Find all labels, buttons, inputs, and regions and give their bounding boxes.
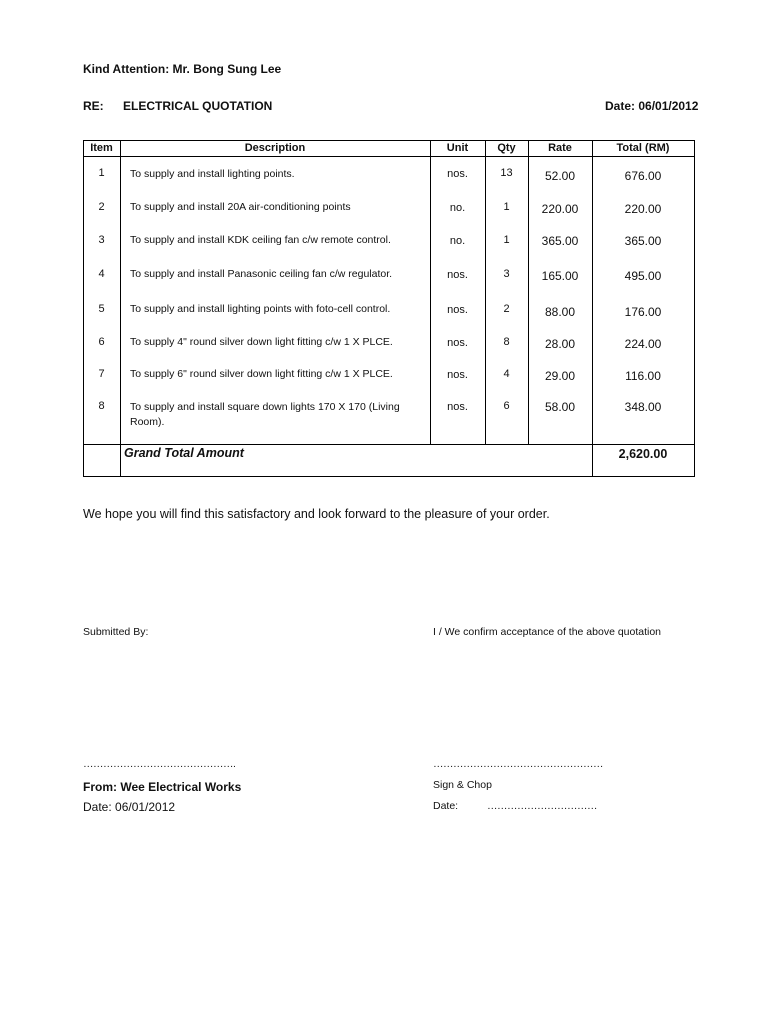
row-rate: 29.00 (544, 369, 576, 383)
closing-text: We hope you will find this satisfactory and look forward to the pleasure of your order. (83, 507, 550, 521)
table-top-border (83, 140, 695, 141)
from-company: From: Wee Electrical Works (83, 780, 242, 794)
row-rate: 220.00 (541, 202, 579, 216)
col-header-rate: Rate (548, 142, 572, 154)
col-header-qty: Qty (497, 142, 516, 154)
row-qty: 1 (503, 201, 510, 213)
acceptance-label: I / We confirm acceptance of the above quotation (433, 626, 662, 638)
row-description: To supply and install lighting points with foto-cell control. (130, 303, 391, 315)
col-header-unit: Unit (446, 142, 469, 154)
acceptance-date-label: Date: (433, 800, 459, 812)
row-description: To supply 4" round silver down light fitting c/w 1 X PLCE. (130, 336, 393, 348)
row-description: To supply 6" round silver down light fitting c/w 1 X PLCE. (130, 368, 393, 380)
row-rate: 52.00 (544, 169, 576, 183)
col-border (120, 140, 121, 477)
grand-total-value: 2,620.00 (618, 447, 668, 461)
row-total: 224.00 (624, 337, 662, 351)
row-rate: 88.00 (544, 305, 576, 319)
attention-line: Kind Attention: Mr. Bong Sung Lee (83, 62, 282, 76)
row-item: 4 (98, 268, 105, 280)
table-bottom-border (83, 476, 695, 477)
quotation-subject: ELECTRICAL QUOTATION (123, 99, 273, 113)
row-total: 365.00 (624, 234, 662, 248)
row-item: 6 (98, 336, 105, 348)
submitted-date: Date: 06/01/2012 (83, 800, 176, 814)
acceptance-date-line: …………………………… (487, 800, 597, 812)
row-qty: 1 (503, 234, 510, 246)
sign-chop-label: Sign & Chop (433, 779, 492, 791)
row-total: 348.00 (624, 400, 662, 414)
row-total: 176.00 (624, 305, 662, 319)
row-description: To supply and install Panasonic ceiling fan c/w regulator. (130, 268, 393, 280)
row-item: 7 (98, 368, 105, 380)
row-qty: 6 (503, 400, 510, 412)
row-unit: no. (449, 235, 466, 247)
row-item: 5 (98, 303, 105, 315)
row-item: 3 (98, 234, 105, 246)
row-unit: nos. (447, 269, 468, 281)
col-border (694, 140, 695, 477)
row-unit: nos. (447, 337, 468, 349)
row-total: 220.00 (624, 202, 662, 216)
col-header-total: Total (RM) (616, 142, 670, 154)
row-item: 8 (98, 400, 105, 412)
row-qty: 2 (503, 303, 510, 315)
row-total: 676.00 (624, 169, 662, 183)
quotation-table (83, 140, 695, 477)
row-unit: nos. (447, 304, 468, 316)
submitted-by-label: Submitted By: (83, 626, 149, 638)
signature-line: ………………………………………. (83, 758, 236, 770)
row-unit: nos. (447, 168, 468, 180)
row-unit: nos. (447, 401, 468, 413)
col-header-description: Description (244, 142, 306, 154)
row-description: To supply and install lighting points. (130, 168, 295, 180)
row-item: 1 (98, 167, 105, 179)
row-unit: no. (449, 202, 466, 214)
row-item: 2 (98, 201, 105, 213)
row-qty: 8 (503, 336, 510, 348)
row-unit: nos. (447, 369, 468, 381)
col-border (430, 140, 431, 445)
row-description: To supply and install square down lights 170 X 170 (Living Room). (130, 401, 400, 428)
row-rate: 165.00 (541, 269, 579, 283)
grand-total-label: Grand Total Amount (124, 446, 244, 460)
acceptance-signature-line: …………………………………………… (433, 758, 603, 770)
row-total: 116.00 (625, 369, 661, 383)
row-rate: 365.00 (541, 234, 579, 248)
row-total: 495.00 (624, 269, 662, 283)
row-description: To supply and install KDK ceiling fan c/w remote control. (130, 234, 391, 246)
row-rate: 28.00 (544, 337, 576, 351)
row-qty: 13 (500, 167, 513, 179)
col-header-item: Item (90, 142, 113, 154)
row-qty: 3 (503, 268, 510, 280)
row-description: To supply and install 20A air-conditioning points (130, 201, 351, 213)
header-bottom-border (83, 156, 695, 157)
quotation-date: Date: 06/01/2012 (605, 99, 699, 113)
body-bottom-border (83, 444, 695, 445)
row-qty: 4 (503, 368, 510, 380)
re-label: RE: (83, 99, 104, 113)
row-rate: 58.00 (544, 400, 576, 414)
